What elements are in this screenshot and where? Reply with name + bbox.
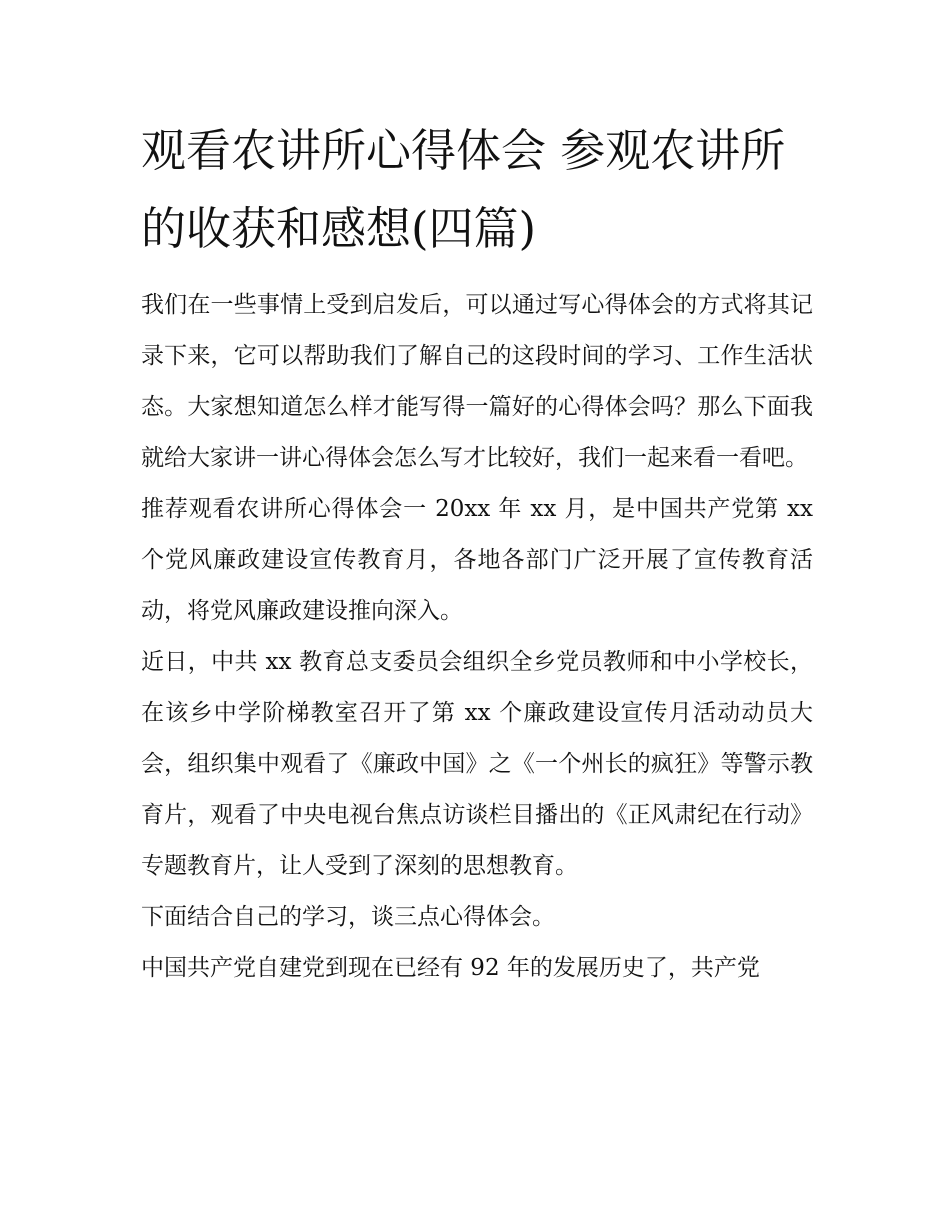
paragraph-intro: 我们在一些事情上受到启发后，可以通过写心得体会的方式将其记录下来，它可以帮助我们了解自己的这段时间的学习、工作生活状态。大家想知道怎么样才能写得一篇好的心得体会吗？那么下面我就给大家讲一讲心得体会怎么写才比较好，我们一起来看一看吧。 xyxy=(141,292,813,471)
document-page xyxy=(141,112,813,994)
paragraph-summary: 下面结合自己的学习，谈三点心得体会。 xyxy=(141,904,555,930)
paragraph-history: 中国共产党自建党到现在已经有 92 年的发展历史了，共产党 xyxy=(141,955,760,981)
document-title: 观看农讲所心得体会 参观农讲所的收获和感想(四篇) xyxy=(141,124,786,255)
paragraph-meeting: 近日，中共 xx 教育总支委员会组织全乡党员教师和中小学校长，在该乡中学阶梯教室召开了第 xx 个廉政建设宣传月活动动员大会，组织集中观看了《廉政中国》之《一个州长的疯狂》等警示教育片，观看了中央电视台焦点访谈栏目播出的《正风肃纪在行动》专题教育片，让人受到了深刻的思想教育。 xyxy=(141,649,813,879)
paragraph-recommend: 推荐观看农讲所心得体会一 20xx 年 xx 月，是中国共产党第 xx 个党风廉政建设宣传教育月，各地各部门广泛开展了宣传教育活动，将党风廉政建设推向深入。 xyxy=(141,496,813,624)
